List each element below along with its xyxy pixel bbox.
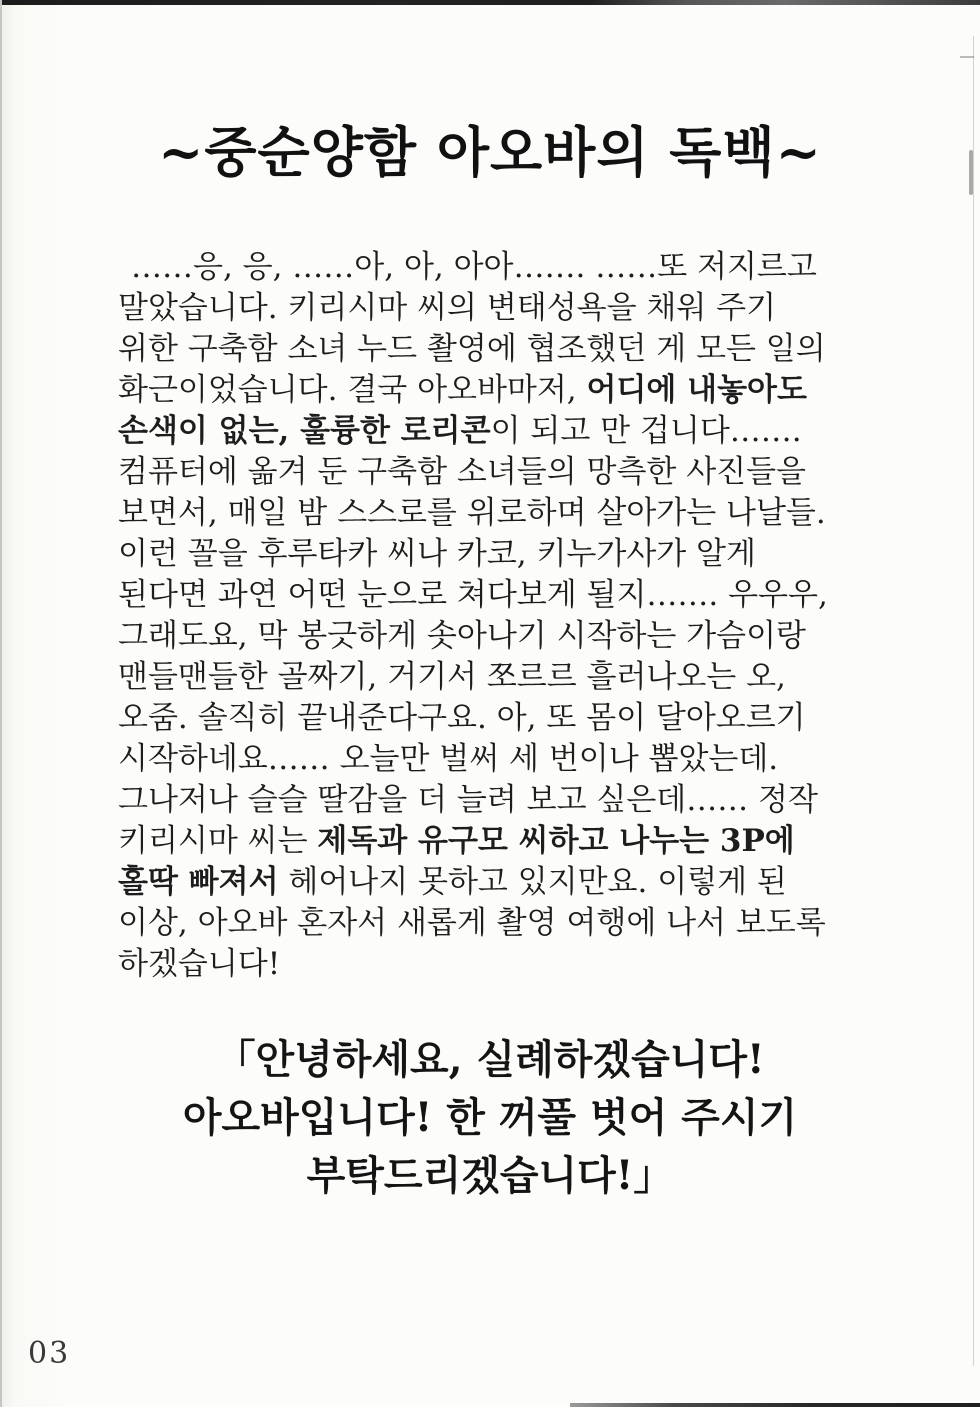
- text-run: 말았습니다. 키리시마 씨의 변태성욕을 채워 주기: [118, 290, 777, 326]
- page-number: 03: [28, 1336, 71, 1371]
- text-run: ……응, 응, ……아, 아, 아아……. ……또 저지르고: [131, 249, 817, 285]
- monologue-line: [118, 411, 908, 452]
- text-run: 그래도요, 막 봉긋하게 솟아나기 시작하는 가슴이랑: [118, 618, 806, 654]
- text-run: 화근이었습니다. 결국 아오바마저,: [118, 372, 587, 408]
- bold-text-run: 어디에 내놓아도: [586, 372, 807, 408]
- monologue-line: [118, 780, 908, 821]
- text-run: 이 되고 만 겁니다…….: [490, 413, 802, 449]
- quote-line: 아오바입니다! 한 꺼풀 벗어 주시기: [182, 1094, 798, 1141]
- text-run: 된다면 과연 어떤 눈으로 쳐다보게 될지……. 우우우,: [118, 577, 828, 613]
- text-run: 시작하네요…… 오늘만 벌써 세 번이나 뽑았는데.: [118, 741, 779, 777]
- monologue-line: [118, 821, 908, 862]
- text-run: 그나저나 슬슬 딸감을 더 늘려 보고 싶은데…… 정작: [118, 782, 818, 818]
- page-title: ~중순양함 아오바의 독백~: [158, 120, 822, 185]
- scan-artifact-bottom-edge: [570, 1403, 980, 1407]
- text-run: 이런 꼴을 후루타카 씨나 카코, 키누가사가 알게: [118, 536, 756, 572]
- monologue-line: [118, 903, 908, 944]
- monologue-line: [118, 288, 908, 329]
- quote-block: [0, 1031, 980, 1205]
- monologue-line: [118, 698, 908, 739]
- monologue-line: [118, 944, 908, 985]
- text-run: 하겠습니다!: [118, 946, 281, 982]
- bold-text-run: 제독과 유구모 씨하고 나누는 3P에: [317, 823, 795, 859]
- monologue-line: [118, 247, 908, 288]
- text-run: 보면서, 매일 밤 스스로를 위로하며 살아가는 나날들.: [118, 495, 826, 531]
- text-run: 이상, 아오바 혼자서 새롭게 촬영 여행에 나서 보도록: [118, 905, 826, 941]
- scan-artifact-top-edge: [0, 0, 980, 5]
- bold-text-run: 손색이 없는, 훌륭한 로리콘: [118, 413, 491, 449]
- monologue-line: [118, 452, 908, 493]
- monologue-line: [118, 862, 908, 903]
- monologue-line: [118, 739, 908, 780]
- monologue-paragraph: [118, 247, 908, 985]
- text-run: 맨들맨들한 골짜기, 거기서 쪼르르 흘러나오는 오,: [118, 659, 786, 695]
- monologue-line: [118, 493, 908, 534]
- monologue-line: [118, 575, 908, 616]
- quote-line: 「안녕하세요, 실례하겠습니다!: [215, 1036, 765, 1083]
- text-run: 헤어나지 못하고 있지만요. 이렇게 된: [278, 864, 787, 900]
- monologue-line: [118, 616, 908, 657]
- text-run: 오줌. 솔직히 끝내준다구요. 아, 또 몸이 달아오르기: [118, 700, 806, 736]
- monologue-line: [118, 370, 908, 411]
- monologue-line: [118, 329, 908, 370]
- text-run: 컴퓨터에 옮겨 둔 구축함 소녀들의 망측한 사진들을: [118, 454, 806, 490]
- scan-artifact-right-hook: [960, 56, 974, 58]
- bold-text-run: 홀딱 빠져서: [118, 864, 279, 900]
- monologue-line: [118, 657, 908, 698]
- text-run: 위한 구축함 소녀 누드 촬영에 협조했던 게 모든 일의: [118, 331, 826, 367]
- quote-line: 부탁드리겠습니다!」: [306, 1152, 674, 1199]
- monologue-line: [118, 534, 908, 575]
- text-run: 키리시마 씨는: [118, 823, 318, 859]
